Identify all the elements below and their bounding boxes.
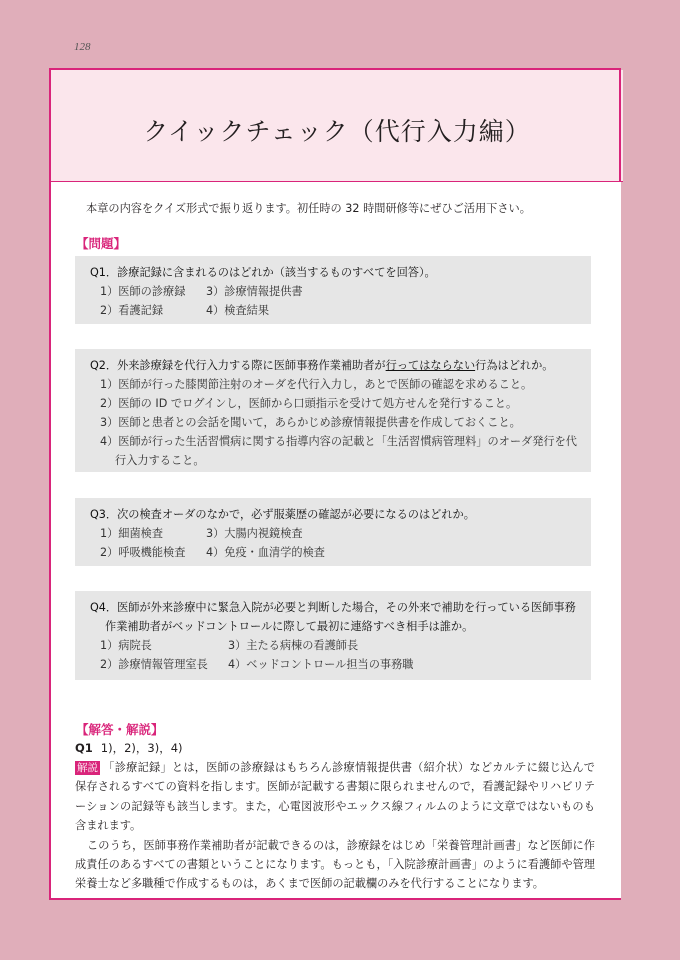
explanation-paragraph-2: このうち，医師事務作業補助者が記載できるのは，診療録をはじめ「栄養管理計画書」など医師に作成責任のあるすべての書類ということになります。もっとも，「入院診療計画書」のように看護師や管理栄養士など多職種で作成するものは，あくまで医師の記載欄のみを代行することになります。	[75, 838, 595, 891]
option: 3）医師と患者との会話を聞いて，あらかじめ診療情報提供書を作成しておくこと。	[100, 416, 521, 429]
option: 2）看護記録	[100, 304, 164, 317]
answer-1-value: 1)，2)，3)，4)	[100, 741, 183, 755]
question-3-title: Q3．次の検査オーダのなかで，必ず服薬歴の確認が必要になるのはどれか。	[90, 508, 475, 521]
question-2-title-underlined: 行ってはならない	[385, 359, 476, 372]
title-box	[51, 70, 623, 182]
explanation-tag: 解説	[77, 762, 98, 774]
question-2-title-pre: Q2．外来診療録を代行入力する際に医師事務作業補助者が	[90, 359, 386, 372]
option: 1）細菌検査	[100, 527, 164, 540]
intro-text: 本章の内容をクイズ形式で振り返ります。初任時の 32 時間研修等にぜひご活用下さい。	[86, 202, 531, 215]
page-title: クイックチェック（代行入力編）	[143, 117, 531, 146]
question-3-options-row2	[90, 543, 591, 562]
question-3	[75, 498, 591, 566]
question-4-options-row1	[90, 636, 591, 655]
question-2	[75, 349, 591, 472]
explanation-paragraph-1: 「診療記録」とは，医師の診療録はもちろん診療情報提供書（紹介状）などカルテに綴じ込んで保存されるすべての資料を指します。医師が記載する書類に限られませんので，看護記録やリハビリテーションの記録等も該当します。また，心電図波形やエックス線フィルムのように文章ではないものも含まれます。	[75, 761, 595, 833]
option: 1）病院長	[100, 639, 152, 652]
question-1-title: Q1．診療記録に含まれるのはどれか（該当するものすべてを回答）。	[90, 266, 436, 279]
page-number: 128	[74, 41, 91, 53]
question-4-options-row2	[90, 655, 591, 674]
questions-header: 【問題】	[76, 236, 127, 251]
answer-1-label: Q1	[75, 741, 93, 755]
option: 4）検査結果	[206, 304, 270, 317]
question-1-options-row2	[90, 301, 591, 320]
option: 3）診療情報提供書	[206, 285, 303, 298]
question-3-options-row1	[90, 524, 591, 543]
option: 1）医師が行った膝関節注射のオーダを代行入力し，あとで医師の確認を求めること。	[100, 378, 533, 391]
question-4	[75, 591, 591, 680]
question-2-title	[90, 356, 591, 375]
option: 1）医師の診療録	[100, 285, 186, 298]
question-1-options-row1	[90, 282, 591, 301]
option: 4）免疫・血清学的検査	[206, 546, 325, 559]
answer-1-explanation	[75, 758, 595, 894]
option: 2）呼吸機能検査	[100, 546, 186, 559]
question-4-title-line1: Q4．医師が外来診療中に緊急入院が必要と判断した場合，その外来で補助を行っている医師事務	[90, 601, 576, 614]
question-2-title-post: 行為はどれか。	[475, 359, 554, 372]
option: 3）大腸内視鏡検査	[206, 527, 303, 540]
question-1	[75, 256, 591, 324]
option: 4）医師が行った生活習慣病に関する指導内容の記載と「生活習慣病管理料」のオーダ発行を代	[100, 435, 577, 448]
page	[49, 68, 621, 900]
option-continued: 行入力すること。	[115, 454, 205, 467]
answers-header: 【解答・解説】	[76, 722, 164, 737]
question-4-title-line2: 作業補助者がベッドコントロールに際して最初に連絡すべき相手は誰か。	[105, 620, 474, 633]
option: 2）医師の ID でログインし，医師から口頭指示を受けて処方せんを発行すること。	[100, 397, 518, 410]
option: 3）主たる病棟の看護師長	[228, 639, 359, 652]
answer-1-line	[75, 740, 183, 756]
option: 2）診療情報管理室長	[100, 658, 208, 671]
option: 4）ベッドコントロール担当の事務職	[228, 658, 414, 671]
page-right-border-segment	[619, 68, 621, 182]
